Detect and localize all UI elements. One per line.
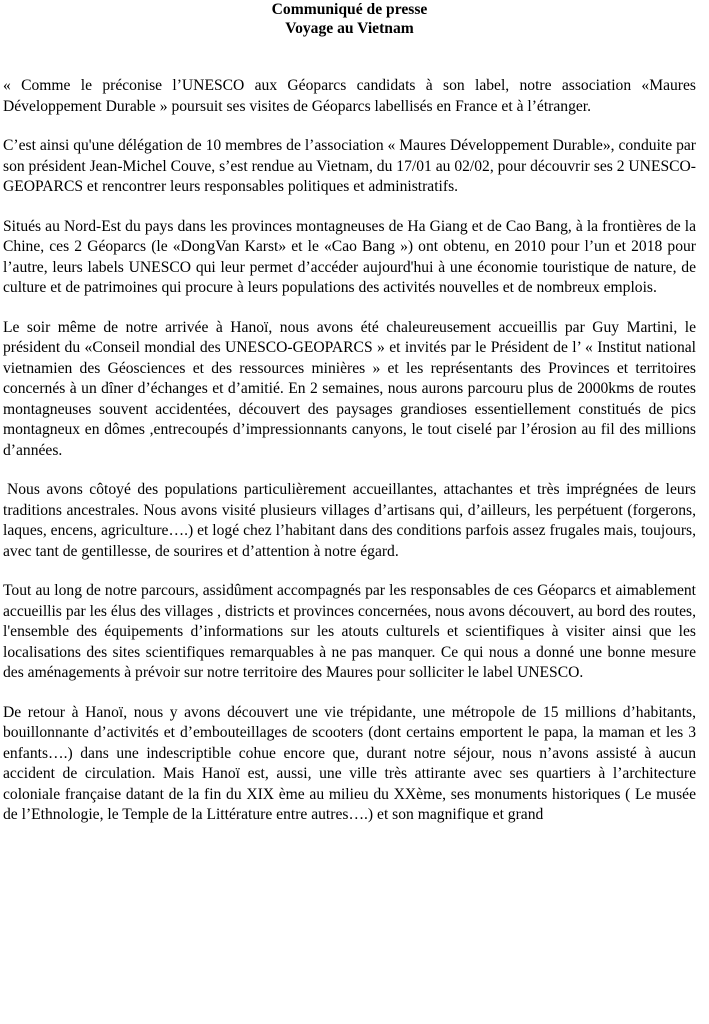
document-header (3, 0, 696, 38)
document-subtitle: Voyage au Vietnam (285, 20, 414, 37)
paragraph-geoparks: Situés au Nord-Est du pays dans les provinces montagneuses de Ha Giang et de Cao Bang, à la frontières de la Chine, ces 2 Géoparcs (le «DongVan Karst» et le «Cao Bang ») ont obtenu, en 2010 pour l’un et 2018 pour l’autre, leurs labels UNESCO qui leur permet d’accéder aujourd'hui à une économie touristique de nature, de culture et de patrimoines qui procure à leurs populations des activités nouvelles et de nombreux emplois. (3, 217, 696, 296)
paragraph-route: Tout au long de notre parcours, assidûment accompagnés par les responsables de ces Géoparcs et aimablement accueillis par les élus des villages , districts et provinces concernées, nous avons découvert, au bord des routes, l'ensemble des équipements d’informations sur les atouts culturels et scientifiques à visiter ainsi que les localisations des sites scientifiques remarquables à ne pas manquer. Ce qui nous a donné une bonne mesure des aménagements à prévoir sur notre territoire des Maures pour solliciter le label UNESCO. (3, 582, 696, 681)
paragraph-delegation: C’est ainsi qu'une délégation de 10 membres de l’association « Maures Développement Durable», conduite par son président Jean-Michel Couve, s’est rendue au Vietnam, du 17/01 au 02/02, pour découvrir ses 2 UNESCO-GEOPARCS et rencontrer leurs responsables politiques et administratifs. (3, 137, 696, 195)
paragraph-arrival-hanoi: Le soir même de notre arrivée à Hanoï, nous avons été chaleureusement accueillis par Guy Martini, le président du «Conseil mondial des UNESCO-GEOPARCS » et invités par le Président de l’ « Institut national vietnamien des Géosciences et des ressources minières » et les représentants des Provinces et territoires concernés à un dîner d’échanges et d’amitié. En 2 semaines, nous aurons parcouru plus de 2000kms de routes montagneuses souvent accidentées, découvert des paysages grandioses essentiellement constitués de pics montagneux en dômes ,entrecoupés d’impressionnants canyons, le tout ciselé par l’érosion au fil des millions d’années. (3, 318, 696, 459)
document-title: Communiqué de presse (271, 1, 428, 18)
press-release-page (3, 0, 696, 845)
paragraph-return-hanoi: De retour à Hanoï, nous y avons découvert une vie trépidante, une métropole de 15 millions d’habitants, bouillonnante d’activités et d’embouteillages de scooters (dont certains emportent le papa, la maman et les 3 enfants….) dans une indescriptible cohue encore que, durant notre séjour, nous n’avons assisté à aucun accident de circulation. Mais Hanoï est, aussi, une ville très attirante avec ses quartiers à l’architecture coloniale française datant de la fin du XIX ème au milieu du XXème, ses monuments historiques ( Le musée de l’Ethnologie, le Temple de la Littérature entre autres….) et son magnifique et grand (3, 703, 696, 823)
paragraph-populations: Nous avons côtoyé des populations particulièrement accueillantes, attachantes et très imprégnées de leurs traditions ancestrales. Nous avons visité plusieurs villages d’artisans qui, d’ailleurs, les perpétuent (forgerons, laques, encens, agriculture….) et logé chez l’habitant dans des conditions parfois assez frugales mais, toujours, avec tant de gentillesse, de sourires et d’attention à notre égard. (3, 481, 696, 560)
paragraph-intro: « Comme le préconise l’UNESCO aux Géoparcs candidats à son label, notre association «Maures Développement Durable » poursuit ses visites de Géoparcs labellisés en France et à l’étranger. (3, 77, 696, 115)
